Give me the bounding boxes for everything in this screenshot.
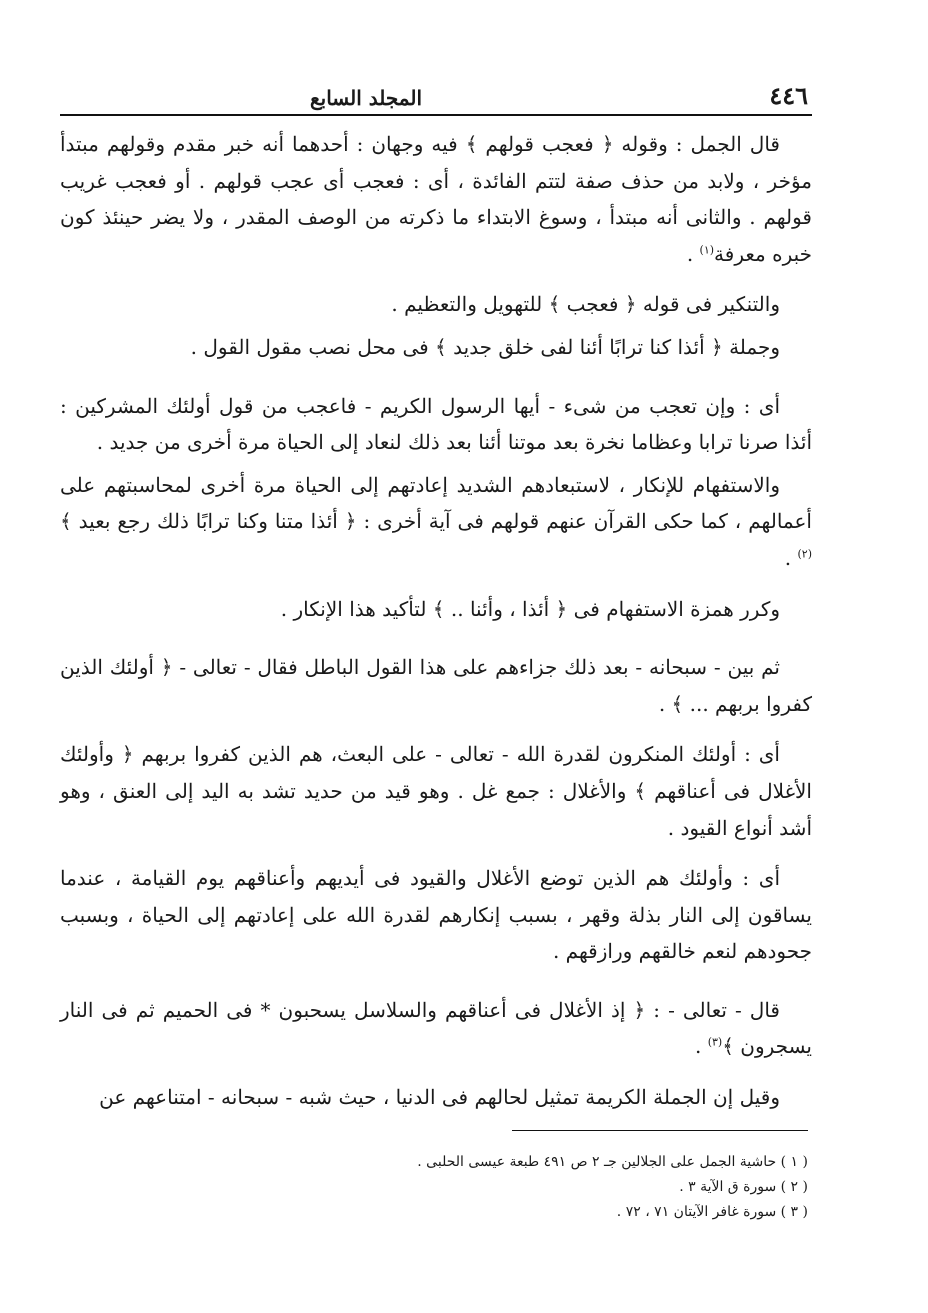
header-rule xyxy=(60,114,812,116)
paragraph-7: ثم بين - سبحانه - بعد ذلك جزاءهم على هذا القول الباطل فقال - تعالى - ﴿ أولئك الذين كفروا بربهم ... ﴾ . xyxy=(60,655,812,716)
page-number: ٤٤٦ xyxy=(769,81,808,110)
footnote-1: ( ١ ) حاشية الجمل على الجلالين جـ ٢ ص ٤٩١ طبعة عيسى الحلبى . xyxy=(417,1154,808,1170)
paragraph-9: أى : وأولئك هم الذين توضع الأغلال والقيود فى أيديهم وأعناقهم يوم القيامة ، عندما يساقون إلى النار بذلة وقهر ، بسبب إنكارهم لقدرة الله على إعادتهم إلى الحياة ، وبسبب جحودهم لنعم خالقهم ورازقهم . xyxy=(60,866,813,964)
footnote-ref-2: (٢) xyxy=(797,547,812,561)
main-text xyxy=(60,126,812,1116)
paragraph-3: وجملة ﴿ أئذا كنا ترابًا أئنا لفى خلق جديد ﴾ فى محل نصب مقول القول . xyxy=(190,334,780,359)
footnote-3: ( ٣ ) سورة غافر الآيتان ٧١ ، ٧٢ . xyxy=(616,1204,808,1220)
paragraph-2: والتنكير فى قوله ﴿ فعجب ﴾ للتهويل والتعظيم . xyxy=(391,292,780,317)
paragraph-5: والاستفهام للإنكار ، لاستبعادهم الشديد إعادتهم إلى الحياة مرة أخرى لمحاسبتهم على أعمالهم ، كما حكى القرآن عنهم قولهم فى آية أخرى : ﴿ أئذا متنا وكنا ترابًا ذلك رجع بعيد ﴾$^{(٢)}$ . xyxy=(60,472,812,570)
page-header xyxy=(60,72,808,110)
footnote-2: ( ٢ ) سورة ق الآية ٣ . xyxy=(679,1179,808,1195)
footnote-rule xyxy=(512,1130,808,1131)
footnotes xyxy=(280,1150,808,1225)
paragraph-4: أى : وإن تعجب من شىء - أيها الرسول الكريم - فاعجب من قول أولئك المشركين : أئذا صرنا ترابا وعظاما نخرة بعد موتنا أئنا بعد ذلك لنعاد إلى الحياة مرة أخرى من جديد . xyxy=(60,393,812,455)
paragraph-10: قال - تعالى - : ﴿ إذ الأغلال فى أعناقهم والسلاسل يسحبون * فى الحميم ثم فى النار يسجرون ﴾$^{(٣)}$ . xyxy=(60,997,812,1059)
paragraph-8: أى : أولئك المنكرون لقدرة الله - تعالى - على البعث، هم الذين كفروا بربهم ﴿ وأولئك الأغلال فى أعناقهم ﴾ والأغلال : جمع غل . وهو قيد من حديد تشد به اليد إلى العنق ، وهو أشد أنواع القيود . xyxy=(60,742,812,840)
footnote-ref-1: (١) xyxy=(699,243,715,257)
paragraph-6: وكرر همزة الاستفهام فى ﴿ أئذا ، وأئنا .. ﴾ لتأكيد هذا الإنكار . xyxy=(280,596,780,621)
running-title: المجلد السابع xyxy=(310,86,423,110)
paragraph-11: وقيل إن الجملة الكريمة تمثيل لحالهم فى الدنيا ، حيث شبه - سبحانه - امتناعهم عن xyxy=(99,1085,780,1110)
paragraph-1: قال الجمل : وقوله ﴿ فعجب قولهم ﴾ فيه وجهان : أحدهما أنه خبر مقدم وقولهم مبتدأ مؤخر ، ولابد من حذف صفة لتتم الفائدة ، أى : فعجب أى عجب قولهم . أو فعجب غريب قولهم . والثانى أنه مبتدأ ، وسوغ الابتداء ما ذكرته من الوصف المقدر ، ولا يضر حينئذ كون خبره معرفة$^{(١)}$ . xyxy=(60,132,812,266)
footnote-ref-3: (٣) xyxy=(707,1035,723,1049)
